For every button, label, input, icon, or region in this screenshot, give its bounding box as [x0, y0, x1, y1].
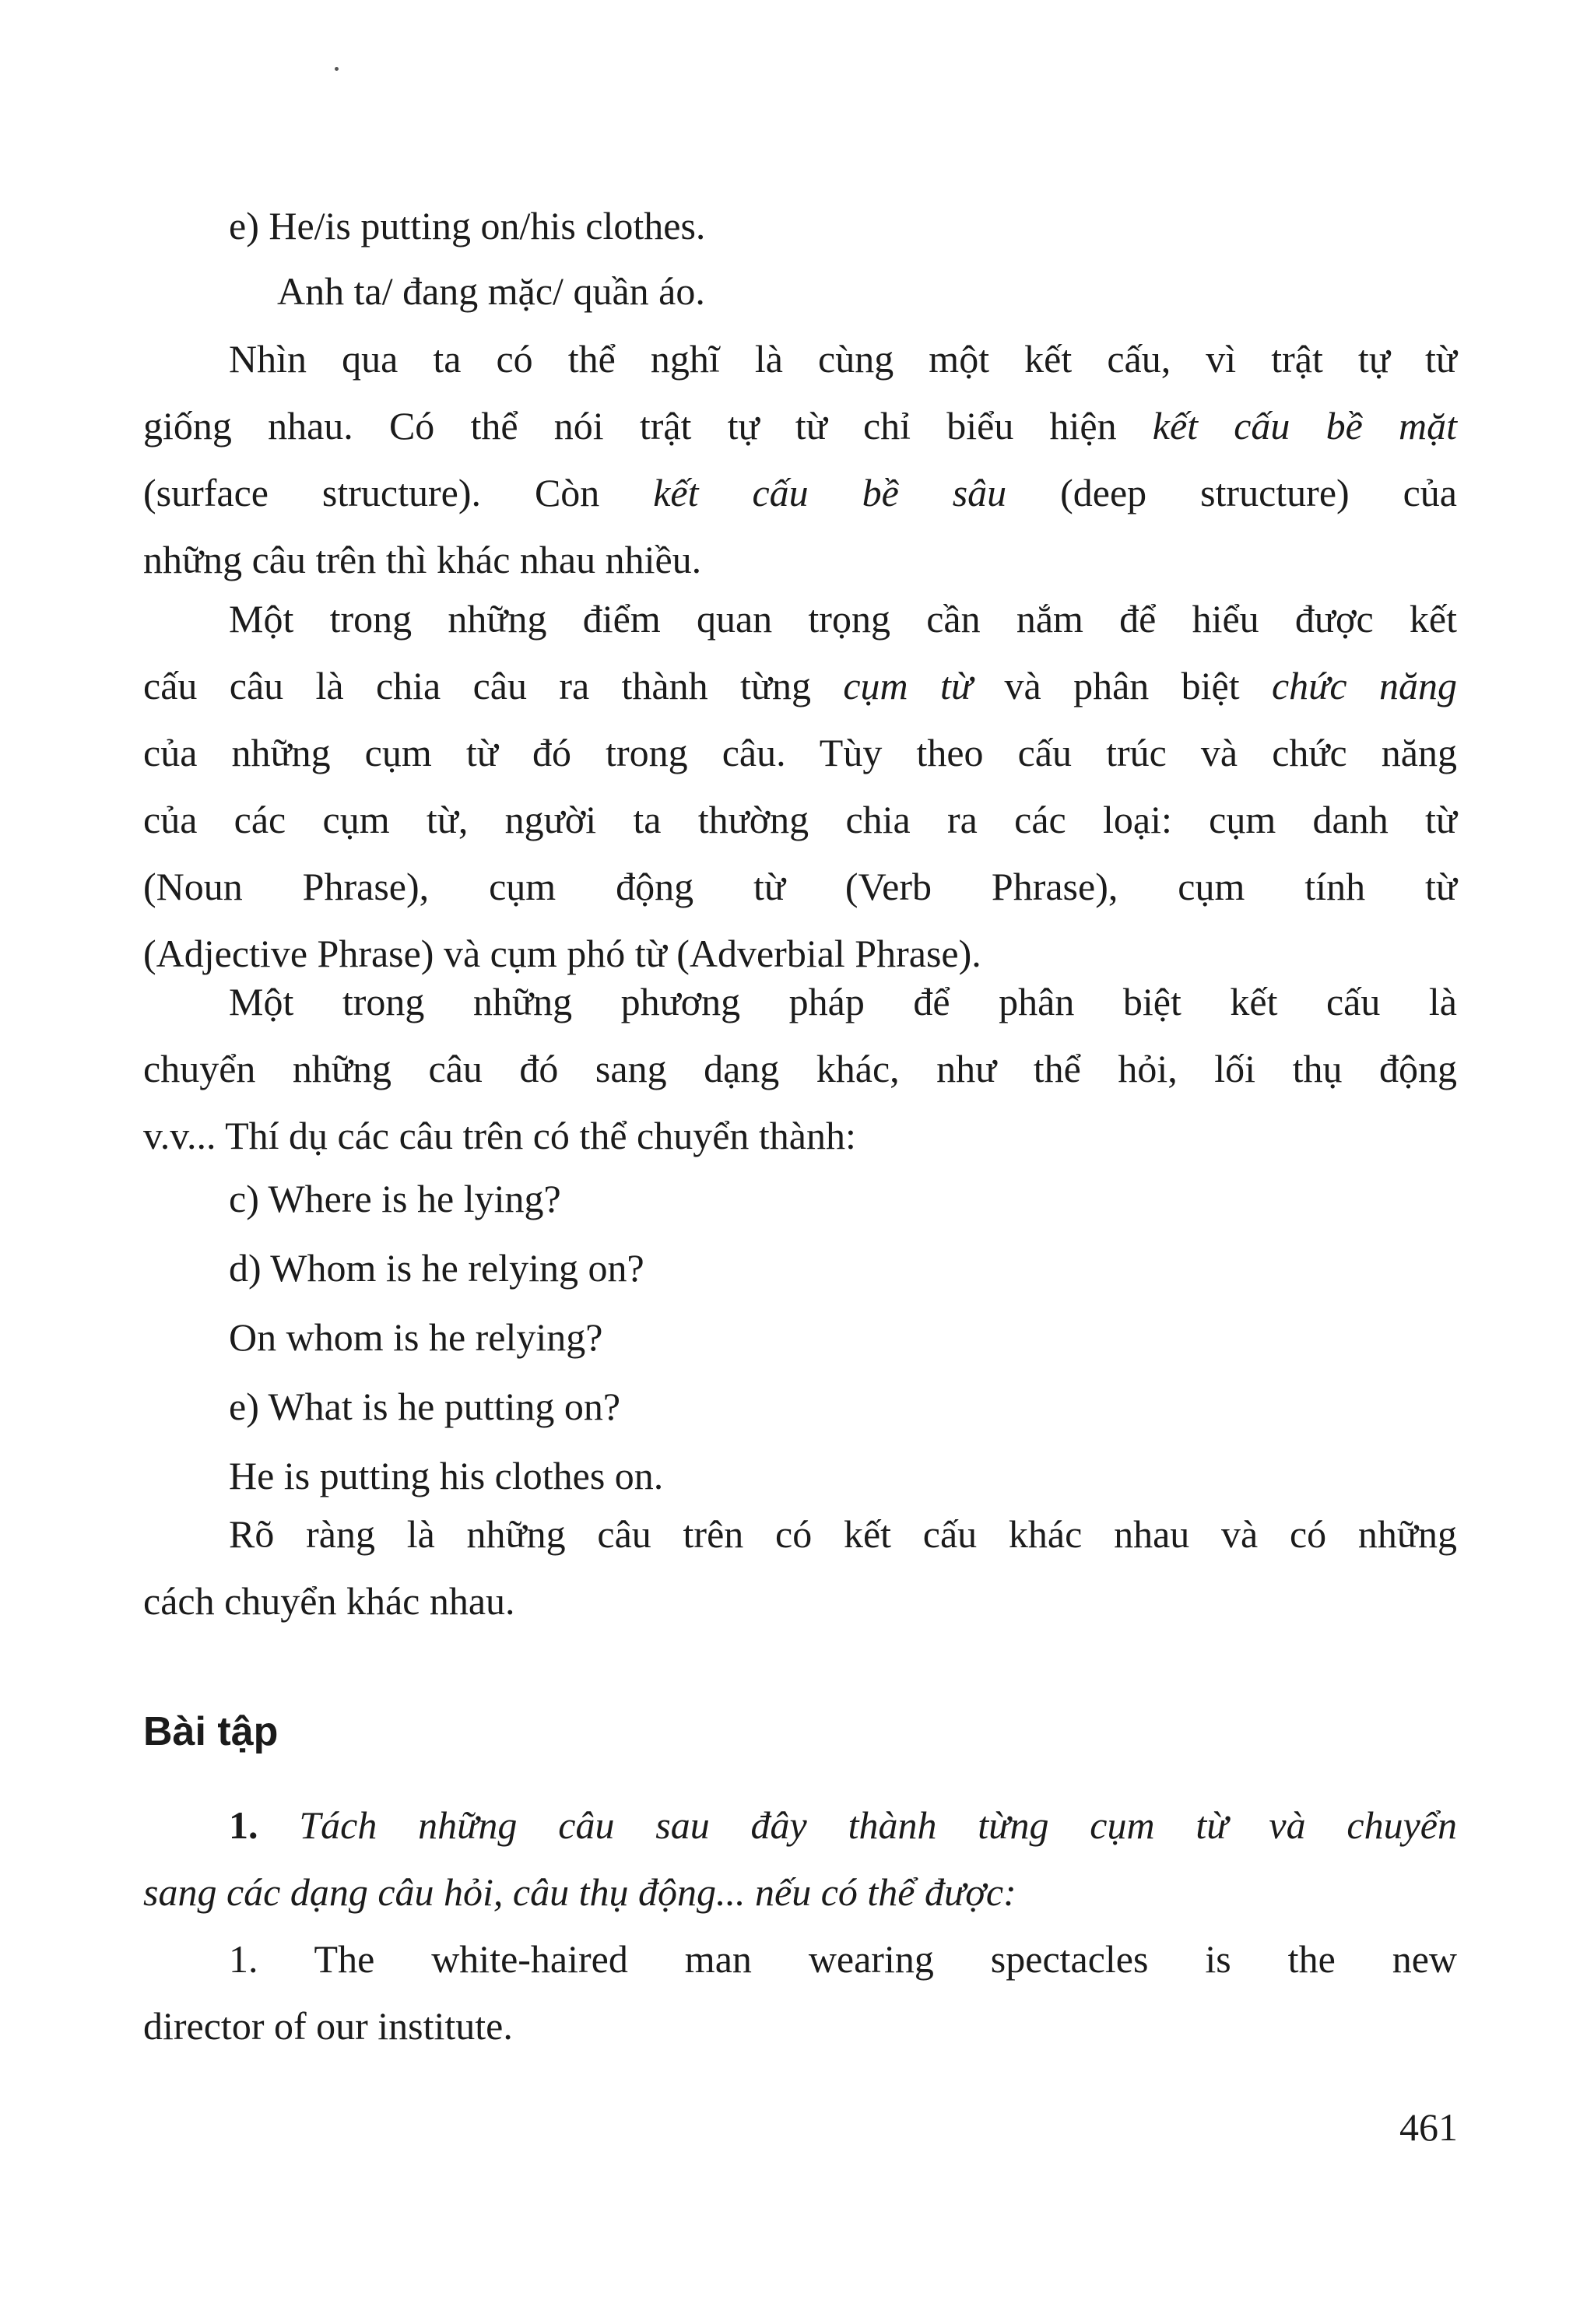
- paragraph-2-line-3: của những cụm từ đó trong câu. Tùy theo cấu trúc và chức năng: [143, 731, 1457, 774]
- paragraph-2-line-6: (Adjective Phrase) và cụm phó từ (Adverbial Phrase).: [143, 932, 981, 975]
- paragraph-1-line-1: Nhìn qua ta có thể nghĩ là cùng một kết cấu, vì trật tự từ: [229, 337, 1457, 381]
- text-run: giống nhau. Có thể nói trật tự từ chỉ biểu hiện: [143, 404, 1153, 448]
- exercise-number: 1.: [229, 1803, 258, 1847]
- paragraph-3-line-3: v.v... Thí dụ các câu trên có thể chuyển thành:: [143, 1114, 856, 1157]
- exercise-item-line-2: director of our institute.: [143, 2004, 513, 2048]
- exercise-item-line-1: 1. The white-haired man wearing spectacles is the new: [229, 1937, 1457, 1981]
- paragraph-4-line-1: Rõ ràng là những câu trên có kết cấu khác nhau và có những: [229, 1512, 1457, 1556]
- exercise-instruction-line-2: sang các dạng câu hỏi, câu thụ động... nếu có thể được:: [143, 1870, 1016, 1914]
- example-item: He is putting his clothes on.: [229, 1454, 664, 1497]
- term-deep-structure: kết cấu bề sâu: [653, 471, 1007, 514]
- page-number: 461: [1399, 2105, 1458, 2149]
- scan-speck: [335, 67, 339, 71]
- paragraph-1-line-2: [143, 392, 1457, 459]
- paragraph-2-line-1: Một trong những điểm quan trọng cần nắm để hiểu được kết: [229, 597, 1457, 641]
- paragraph-3-line-1: Một trong những phương pháp để phân biệt kết cấu là: [229, 980, 1457, 1023]
- exercise-instruction-line-1: [143, 1792, 1457, 1859]
- text-run: (surface structure). Còn: [143, 471, 654, 514]
- examples-list: [143, 1164, 1457, 1511]
- exercise-instruction-text: Tách những câu sau đây thành từng cụm từ và chuyển: [299, 1803, 1457, 1847]
- example-e-translation: Anh ta/ đang mặc/ quần áo.: [277, 269, 705, 313]
- example-item: e) What is he putting on?: [229, 1385, 621, 1428]
- term-surface-structure: kết cấu bề mặt: [1152, 404, 1457, 448]
- text-run: và phân biệt: [972, 664, 1272, 707]
- paragraph-2-line-5: (Noun Phrase), cụm động từ (Verb Phrase), cụm tính từ: [143, 865, 1457, 908]
- paragraph-1-line-3: [143, 459, 1457, 526]
- paragraph-2-line-2: [143, 652, 1457, 719]
- term-function: chức năng: [1271, 664, 1457, 707]
- example-item: c) Where is he lying?: [229, 1177, 561, 1220]
- paragraph-3: [143, 968, 1457, 1169]
- paragraph-2: [143, 585, 1457, 987]
- paragraph-1: [143, 325, 1457, 593]
- example-item: d) Whom is he relying on?: [229, 1246, 644, 1290]
- paragraph-1-line-4: những câu trên thì khác nhau nhiều.: [143, 538, 702, 581]
- example-item: On whom is he relying?: [229, 1315, 603, 1359]
- paragraph-4-line-2: cách chuyển khác nhau.: [143, 1579, 515, 1623]
- example-e-block: [143, 193, 1457, 324]
- term-phrase: cụm từ: [843, 664, 973, 707]
- section-heading: Bài tập: [143, 1709, 279, 1754]
- example-e-sentence: e) He/is putting on/his clothes.: [229, 204, 706, 247]
- exercise-block: [143, 1792, 1457, 2059]
- paragraph-2-line-4: của các cụm từ, người ta thường chia ra các loại: cụm danh từ: [143, 798, 1457, 841]
- paragraph-4: [143, 1501, 1457, 1634]
- text-run: cấu câu là chia câu ra thành từng: [143, 664, 844, 707]
- paragraph-3-line-2: chuyển những câu đó sang dạng khác, như thể hỏi, lối thụ động: [143, 1047, 1457, 1090]
- text-run: (deep structure) của: [1006, 471, 1457, 514]
